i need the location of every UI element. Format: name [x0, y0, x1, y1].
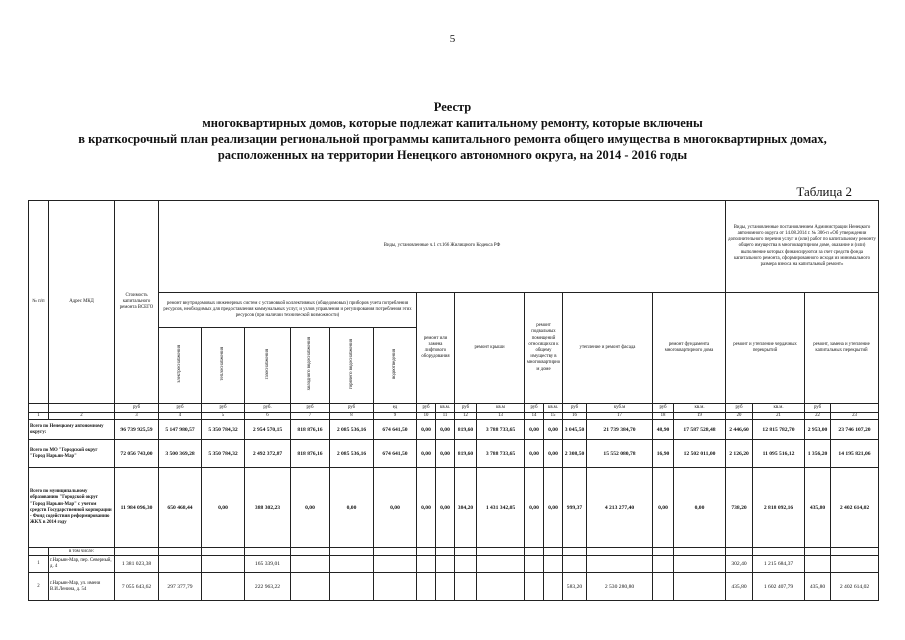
house-cell	[674, 573, 726, 601]
house-cell: 2 530 280,80	[587, 573, 653, 601]
unit-cell	[831, 404, 879, 413]
header-facade: утепление и ремонт фасада	[563, 293, 653, 404]
summary-label: Всего по МО "Городской округ "Город Нарьян-Мар"	[29, 440, 115, 468]
summary-cell: 818 876,16	[291, 420, 330, 440]
house-address: г.Нарьян-Мар, пер. Северный, д. 4	[49, 556, 115, 573]
summary-cell: 2 126,20	[726, 440, 753, 468]
summary-cell: 0,00	[674, 468, 726, 548]
summary-cell: 2 492 372,87	[245, 440, 291, 468]
unit-cell: кв.м.	[436, 404, 455, 413]
unit-cell: ед	[374, 404, 417, 413]
summary-cell: 384,20	[455, 468, 477, 548]
house-cell	[374, 573, 417, 601]
blank-cell	[726, 548, 753, 556]
col-number: 18	[653, 413, 674, 420]
summary-cell: 14 195 821,06	[831, 440, 879, 468]
summary-cell: 12 502 011,00	[674, 440, 726, 468]
house-cell	[455, 573, 477, 601]
house-cell	[330, 556, 374, 573]
unit-cell: руб	[653, 404, 674, 413]
house-number: 2	[29, 573, 49, 601]
summary-cell: 0,00	[525, 420, 544, 440]
title-line-3: в краткосрочный план реализации региональной программы капитального ремонта общего имущества в многоквартирных домах,	[78, 132, 827, 146]
summary-cell: 2 085 536,16	[330, 440, 374, 468]
col-number: 4	[159, 413, 202, 420]
house-cell	[544, 573, 563, 601]
summary-cell: 3 788 733,65	[477, 420, 525, 440]
unit-cell: руб	[417, 404, 436, 413]
header-roof: ремонт крыши	[455, 293, 525, 404]
summary-cell: 5 350 784,32	[202, 420, 245, 440]
col-number: 8	[330, 413, 374, 420]
unit-cell: руб	[726, 404, 753, 413]
summary-cell: 23 746 107,20	[831, 420, 879, 440]
header-cost: Стоимость капитального ремонта ВСЕГО	[115, 201, 159, 404]
units-row	[29, 404, 879, 413]
house-cell: 1 215 684,37	[753, 556, 805, 573]
header-num: № п/п	[29, 201, 49, 404]
summary-cell: 0,00	[653, 468, 674, 548]
house-cell	[653, 556, 674, 573]
house-cell: 7 055 643,62	[115, 573, 159, 601]
col-number: 5	[202, 413, 245, 420]
summary-cell: 0,00	[544, 440, 563, 468]
col-number: 1	[29, 413, 49, 420]
summary-cell: 0,00	[436, 468, 455, 548]
unit-cell: руб	[525, 404, 544, 413]
col-number: 10	[417, 413, 436, 420]
house-cell	[544, 556, 563, 573]
header-types-166: Виды, установленные ч.1 ст.166 Жилищного Кодекса РФ	[159, 201, 726, 293]
header-basement: ремонт подвальных помещений относящихся к общему имуществу в многоквартирном доме	[525, 293, 563, 404]
house-row	[29, 556, 879, 573]
summary-cell: 16,90	[653, 440, 674, 468]
summary-cell: 0,00	[436, 420, 455, 440]
col-number: 11	[436, 413, 455, 420]
blank-cell	[563, 548, 587, 556]
blank-cell	[477, 548, 525, 556]
header-foundation: ремонт фундамента многоквартирного дома	[653, 293, 726, 404]
header-types-extra: Виды, установленные постановлением Администрации Ненецкого автономного округа от 14.08.2014 г. № 306-п «Об утверждении дополнительного перечня услуг и (или) работ по капитальному ремонту общего имущества в многоквартирном доме, оказание и (или) выполнение которых финансируются за счет средств фонда капитального ремонта, сформированного исходя из минимального размера взноса на капитальный ремонт»	[726, 201, 879, 293]
house-cell	[291, 573, 330, 601]
summary-cell: 0,00	[202, 468, 245, 548]
header-floors: ремонт и утепление чердачных перекрытий	[726, 293, 805, 404]
blank-cell	[653, 548, 674, 556]
blank-cell	[525, 548, 544, 556]
header-utility: теплоснабжения	[202, 328, 245, 404]
house-cell	[674, 556, 726, 573]
col-number: 6	[245, 413, 291, 420]
header-walls: ремонт, замена и утепление капитальных перекрытий	[805, 293, 879, 404]
page-number: 5	[449, 33, 456, 45]
unit-cell: руб	[115, 404, 159, 413]
unit-cell: кв.м.	[753, 404, 805, 413]
header-utility: холодного водоснабжения	[291, 328, 330, 404]
blank-cell	[29, 548, 49, 556]
house-cell: 222 963,22	[245, 573, 291, 601]
summary-row	[29, 440, 879, 468]
house-cell	[417, 556, 436, 573]
unit-cell: кв.м.	[544, 404, 563, 413]
unit-cell: руб	[563, 404, 587, 413]
house-cell	[525, 556, 544, 573]
summary-cell: 3 500 369,28	[159, 440, 202, 468]
summary-label: Всего по муниципальному образованию "Городской округ "Город Нарьян-Мар" с учетом средств Государственной корпорации - Фонд содействия реформированию ЖКХ в 2014 году	[29, 468, 115, 548]
house-cell	[587, 556, 653, 573]
summary-cell: 2 085 536,16	[330, 420, 374, 440]
title-line-2: многоквартирных домов, которые подлежат капитальному ремонту, которые включены	[202, 116, 703, 130]
summary-cell: 999,37	[563, 468, 587, 548]
summary-cell: 15 552 080,78	[587, 440, 653, 468]
house-cell: 2 402 614,02	[831, 573, 879, 601]
summary-cell: 17 587 528,48	[674, 420, 726, 440]
header-elevator: ремонт или замена лифтового оборудования	[417, 293, 455, 404]
unit-cell: руб.	[245, 404, 291, 413]
blank-cell	[330, 548, 374, 556]
unit-cell: руб	[330, 404, 374, 413]
col-number: 20	[726, 413, 753, 420]
summary-row	[29, 468, 879, 548]
house-cell	[436, 573, 455, 601]
house-cell: 583,20	[563, 573, 587, 601]
col-number: 22	[805, 413, 831, 420]
header-engineering: ремонт внутридомовых инженерных систем с установкой коллективных (общедомовых) приборов учета потребления ресурсов, необходимых для предоставления коммунальных услуг, и узлов управления и регулирования потребления этих ресурсов (при наличии технической возможности)	[159, 293, 417, 328]
summary-cell: 0,00	[374, 468, 417, 548]
col-number: 2	[49, 413, 115, 420]
house-number: 1	[29, 556, 49, 573]
summary-cell: 674 641,50	[374, 440, 417, 468]
register-table	[28, 200, 879, 601]
summary-cell: 1 431 342,05	[477, 468, 525, 548]
summary-cell: 0,00	[417, 468, 436, 548]
column-numbers-row	[29, 413, 879, 420]
summary-cell: 3 045,50	[563, 420, 587, 440]
summary-cell: 0,00	[417, 420, 436, 440]
unit-cell: руб	[159, 404, 202, 413]
summary-cell: 2 308,50	[563, 440, 587, 468]
unit-cell: руб	[202, 404, 245, 413]
summary-cell: 5 147 980,57	[159, 420, 202, 440]
summary-cell: 0,00	[544, 468, 563, 548]
house-cell	[202, 573, 245, 601]
summary-cell: 11 984 096,30	[115, 468, 159, 548]
col-number: 23	[831, 413, 879, 420]
summary-cell: 0,00	[291, 468, 330, 548]
summary-cell: 0,00	[330, 468, 374, 548]
blank-cell	[674, 548, 726, 556]
house-cell: 1 381 023,38	[115, 556, 159, 573]
unit-cell: куб.м	[587, 404, 653, 413]
blank-cell	[202, 548, 245, 556]
summary-cell: 738,20	[726, 468, 753, 548]
col-number: 21	[753, 413, 805, 420]
summary-cell: 819,60	[455, 440, 477, 468]
summary-cell: 2 954 570,15	[245, 420, 291, 440]
blank-cell	[831, 548, 879, 556]
col-number: 17	[587, 413, 653, 420]
house-cell	[417, 573, 436, 601]
subheading-row	[29, 548, 879, 556]
summary-cell: 2 402 614,02	[831, 468, 879, 548]
house-cell	[805, 556, 831, 573]
house-cell	[291, 556, 330, 573]
summary-cell: 5 350 784,32	[202, 440, 245, 468]
header-utility: водоотведения	[374, 328, 417, 404]
col-number: 12	[455, 413, 477, 420]
unit-cell: руб	[455, 404, 477, 413]
summary-cell: 3 788 733,65	[477, 440, 525, 468]
house-cell	[202, 556, 245, 573]
header-utility: горячего водоснабжения	[330, 328, 374, 404]
summary-cell: 21 739 384,70	[587, 420, 653, 440]
summary-cell: 435,80	[805, 468, 831, 548]
house-cell	[374, 556, 417, 573]
col-number: 9	[374, 413, 417, 420]
summary-cell: 2 446,60	[726, 420, 753, 440]
summary-cell: 0,00	[525, 468, 544, 548]
summary-cell: 818 876,16	[291, 440, 330, 468]
house-cell	[159, 556, 202, 573]
house-cell	[477, 573, 525, 601]
house-row	[29, 573, 879, 601]
title-line-1: Реестр	[433, 100, 472, 114]
blank-cell	[291, 548, 330, 556]
blank-cell	[587, 548, 653, 556]
unit-cell: кв.м	[477, 404, 525, 413]
summary-cell: 0,00	[436, 440, 455, 468]
house-cell: 302,40	[726, 556, 753, 573]
col-number: 15	[544, 413, 563, 420]
house-cell	[330, 573, 374, 601]
house-cell: 297 377,79	[159, 573, 202, 601]
summary-cell: 388 302,23	[245, 468, 291, 548]
summary-cell: 650 468,44	[159, 468, 202, 548]
summary-cell: 2 818 092,16	[753, 468, 805, 548]
summary-cell: 4 213 277,40	[587, 468, 653, 548]
summary-cell: 1 356,20	[805, 440, 831, 468]
summary-cell: 819,60	[455, 420, 477, 440]
house-cell	[455, 556, 477, 573]
blank-cell	[436, 548, 455, 556]
col-number: 7	[291, 413, 330, 420]
summary-label: Всего по Ненецкому автономному округу:	[29, 420, 115, 440]
house-cell	[831, 556, 879, 573]
col-number: 14	[525, 413, 544, 420]
col-number: 19	[674, 413, 726, 420]
header-address: Адрес МКД	[49, 201, 115, 404]
house-cell: 435,80	[726, 573, 753, 601]
summary-cell: 96 739 925,59	[115, 420, 159, 440]
header-utility: электроснабжения	[159, 328, 202, 404]
blank-cell	[159, 548, 202, 556]
blank-cell	[753, 548, 805, 556]
unit-cell: руб	[291, 404, 330, 413]
unit-cell: руб	[805, 404, 831, 413]
blank-cell	[417, 548, 436, 556]
summary-cell: 0,00	[544, 420, 563, 440]
house-cell	[525, 573, 544, 601]
summary-cell: 0,00	[417, 440, 436, 468]
blank-cell	[374, 548, 417, 556]
house-cell: 1 602 407,79	[753, 573, 805, 601]
title-line-4: расположенных на территории Ненецкого автономного округа, на 2014 - 2016 годы	[217, 148, 688, 162]
header-utility: газоснабжения	[245, 328, 291, 404]
in-that-number-label: в том числе:	[49, 548, 115, 556]
table-label: Таблица 2	[796, 184, 852, 199]
house-cell	[436, 556, 455, 573]
blank-cell	[115, 548, 159, 556]
summary-row	[29, 420, 879, 440]
summary-cell: 48,90	[653, 420, 674, 440]
summary-cell: 12 815 782,70	[753, 420, 805, 440]
blank-cell	[245, 548, 291, 556]
blank-cell	[805, 548, 831, 556]
house-address: г.Нарьян-Мар, ул. имени В.И.Ленина, д. 54	[49, 573, 115, 601]
house-cell	[563, 556, 587, 573]
summary-cell: 0,00	[525, 440, 544, 468]
house-cell	[477, 556, 525, 573]
unit-cell: кв.м.	[674, 404, 726, 413]
blank-cell	[544, 548, 563, 556]
summary-cell: 72 056 743,00	[115, 440, 159, 468]
house-cell	[653, 573, 674, 601]
col-number: 13	[477, 413, 525, 420]
col-number: 16	[563, 413, 587, 420]
summary-cell: 2 953,00	[805, 420, 831, 440]
summary-cell: 11 095 516,12	[753, 440, 805, 468]
col-number: 3	[115, 413, 159, 420]
blank-cell	[455, 548, 477, 556]
summary-cell: 674 641,50	[374, 420, 417, 440]
house-cell: 435,80	[805, 573, 831, 601]
house-cell: 165 339,01	[245, 556, 291, 573]
